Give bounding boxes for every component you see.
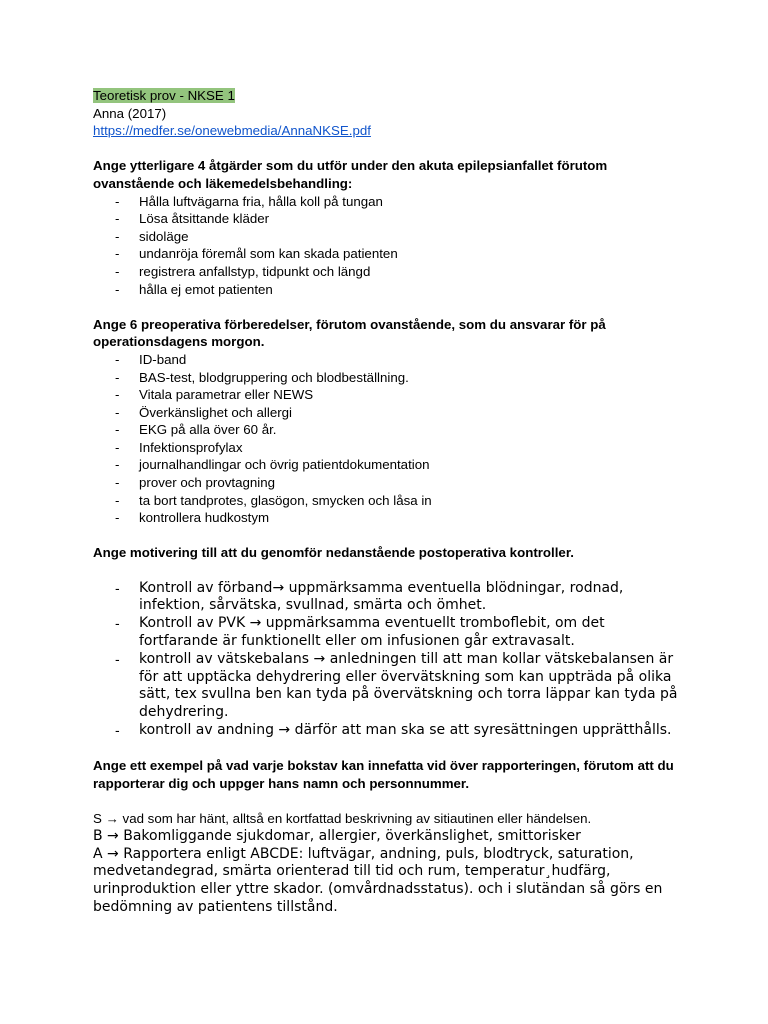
- answer-list-2: [93, 351, 683, 527]
- answer-list-3: [93, 580, 683, 740]
- list-item: - Kontroll av PVK → uppmärksamma eventuellt tromboflebit, om det fortfarande är funktionellt eller om infusionen går extravasalt.: [93, 615, 683, 651]
- document-author: Anna (2017): [93, 105, 167, 121]
- list-item: - ta bort tandprotes, glasögon, smycken och låsa in: [93, 492, 683, 510]
- list-item: - EKG på alla över 60 år.: [93, 421, 683, 439]
- list-item: - kontroll av andning → därför att man ska se att syresättningen upprätthålls.: [93, 722, 683, 740]
- list-item: - Vitala parametrar eller NEWS: [93, 386, 683, 404]
- header-title-line: [93, 87, 683, 105]
- question-1: Ange ytterligare 4 åtgärder som du utför under den akuta epilepsianfallet förutom ovanstående och läkemedelsbehandling:: [93, 158, 608, 191]
- list-item: - journalhandlingar och övrig patientdokumentation: [93, 456, 683, 474]
- question-2: Ange 6 preoperativa förberedelser, förutom ovanstående, som du ansvarar för på operationsdagens morgon.: [93, 316, 606, 350]
- list-item: - Kontroll av förband→ uppmärksamma eventuella blödningar, rodnad, infektion, sårvätska, svullnad, smärta och ömhet.: [93, 580, 683, 616]
- list-item: - Hålla luftvägarna fria, hålla koll på tungan: [93, 193, 683, 211]
- document-title: Teoretisk prov - NKSE 1: [93, 88, 235, 103]
- list-item: - prover och provtagning: [93, 474, 683, 492]
- source-link[interactable]: https://medfer.se/onewebmedia/AnnaNKSE.pdf: [93, 123, 371, 139]
- question-4: Ange ett exempel på vad varje bokstav kan innefatta vid över rapporteringen, förutom att du rapporterar dig och uppger hans namn och personnummer.: [93, 758, 674, 791]
- sbar-a: A → Rapportera enligt ABCDE: luftvägar, andning, puls, blodtryck, saturation, medvetandegrad, smärta orienterad till tid och rum, temperatur¸hudfärg, urinproduktion eller yttre skador. (omvårdnadsstatus). och i slutändan så görs en bedömning av patientens tillstånd.: [93, 845, 663, 915]
- question-3: Ange motivering till att du genomför nedanstående postoperativa kontroller.: [93, 545, 574, 561]
- list-item: - Överkänslighet och allergi: [93, 404, 683, 422]
- list-item: - kontroll av vätskebalans → anledningen till att man kollar vätskebalansen är för att upptäcka dehydrering eller övervätskning som kan uppträda på olika sätt, tex svullna ben kan tyda på övervätskning och torra läppar kan tyda på dehydrering.: [93, 651, 683, 722]
- list-item: - sidoläge: [93, 228, 683, 246]
- list-item: - hålla ej emot patienten: [93, 281, 683, 299]
- answer-list-1: [93, 193, 683, 299]
- list-item: - ID-band: [93, 351, 683, 369]
- list-item: - kontrollera hudkostym: [93, 509, 683, 527]
- sbar-s: S → vad som har hänt, alltså en kortfattad beskrivning av sitiautinen eller händelsen.: [93, 811, 592, 827]
- list-item: - registrera anfallstyp, tidpunkt och längd: [93, 263, 683, 281]
- list-item: - Lösa åtsittande kläder: [93, 210, 683, 228]
- list-item: - Infektionsprofylax: [93, 439, 683, 457]
- sbar-b: B → Bakomliggande sjukdomar, allergier, överkänslighet, smittorisker: [93, 827, 581, 844]
- list-item: - BAS-test, blodgruppering och blodbeställning.: [93, 369, 683, 387]
- document-content: [93, 87, 683, 917]
- list-item: - undanröja föremål som kan skada patienten: [93, 245, 683, 263]
